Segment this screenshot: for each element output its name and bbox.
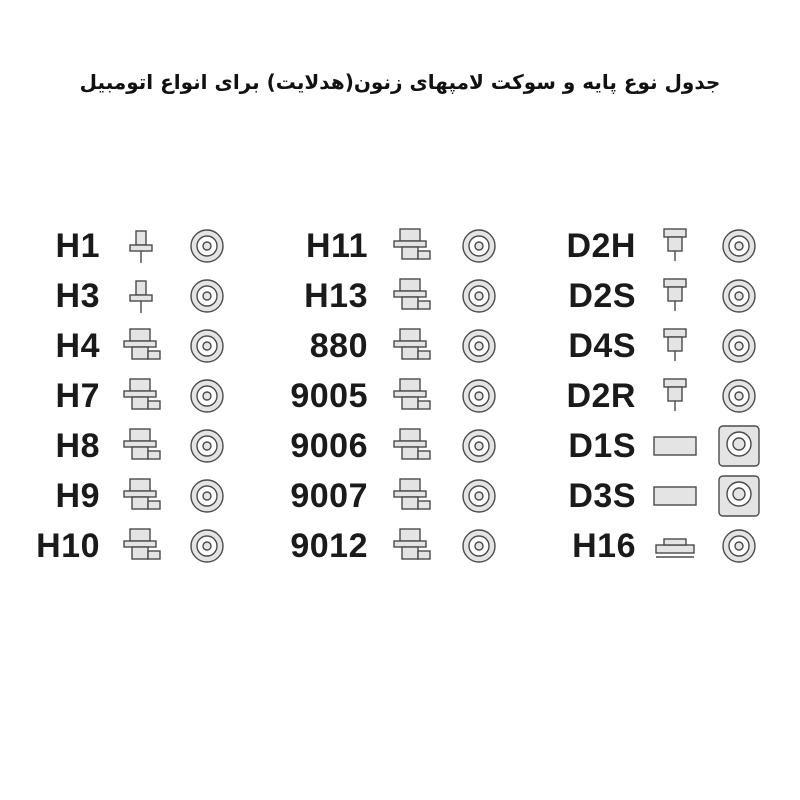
d3s-front-icon bbox=[716, 475, 762, 517]
bulb-type-label: D4S bbox=[568, 327, 636, 365]
bulb-type-label: D2R bbox=[566, 377, 636, 415]
bulb-type-label: 9006 bbox=[290, 427, 368, 465]
bulb-type-label: 9007 bbox=[290, 477, 368, 515]
d2h-side-icon bbox=[652, 225, 698, 267]
bulb-row bbox=[0, 472, 800, 522]
d3s-side-icon bbox=[652, 475, 698, 517]
d2r-front-icon bbox=[716, 375, 762, 417]
bulb-column-3 bbox=[0, 222, 800, 572]
bulb-type-label: H13 bbox=[304, 277, 368, 315]
bulb-row bbox=[0, 422, 800, 472]
page-title: جدول نوع پایه و سوکت لامپهای زنون(هدلایت) برای انواع اتومبیل bbox=[79, 70, 721, 94]
bulb-type-label: H11 bbox=[306, 227, 368, 265]
d2s-front-icon bbox=[716, 275, 762, 317]
bulb-type-label: H1 bbox=[55, 227, 100, 265]
bulb-row bbox=[0, 222, 800, 272]
bulb-row bbox=[0, 322, 800, 372]
bulb-type-label: H9 bbox=[55, 477, 100, 515]
bulb-type-label: 9005 bbox=[290, 377, 368, 415]
bulb-type-label: D2H bbox=[566, 227, 636, 265]
bulb-row bbox=[0, 272, 800, 322]
d4s-side-icon bbox=[652, 325, 698, 367]
d1s-side-icon bbox=[652, 425, 698, 467]
bulb-row bbox=[0, 372, 800, 422]
bulb-type-label: H10 bbox=[36, 527, 100, 565]
bulb-type-label: 9012 bbox=[290, 527, 368, 565]
bulb-type-label: H7 bbox=[55, 377, 100, 415]
bulb-type-label: H16 bbox=[572, 527, 636, 565]
bulb-type-label: D1S bbox=[568, 427, 636, 465]
bulb-type-label: D2S bbox=[568, 277, 636, 315]
h16-front-icon bbox=[716, 525, 762, 567]
d2r-side-icon bbox=[652, 375, 698, 417]
d1s-front-icon bbox=[716, 425, 762, 467]
bulb-type-label: H3 bbox=[55, 277, 100, 315]
bulb-row bbox=[0, 522, 800, 572]
bulb-type-label: H8 bbox=[55, 427, 100, 465]
bulb-type-label: H4 bbox=[55, 327, 100, 365]
bulb-type-label: 880 bbox=[309, 327, 368, 365]
d2s-side-icon bbox=[652, 275, 698, 317]
h16-side-icon bbox=[652, 525, 698, 567]
d4s-front-icon bbox=[716, 325, 762, 367]
bulb-type-label: D3S bbox=[568, 477, 636, 515]
d2h-front-icon bbox=[716, 225, 762, 267]
